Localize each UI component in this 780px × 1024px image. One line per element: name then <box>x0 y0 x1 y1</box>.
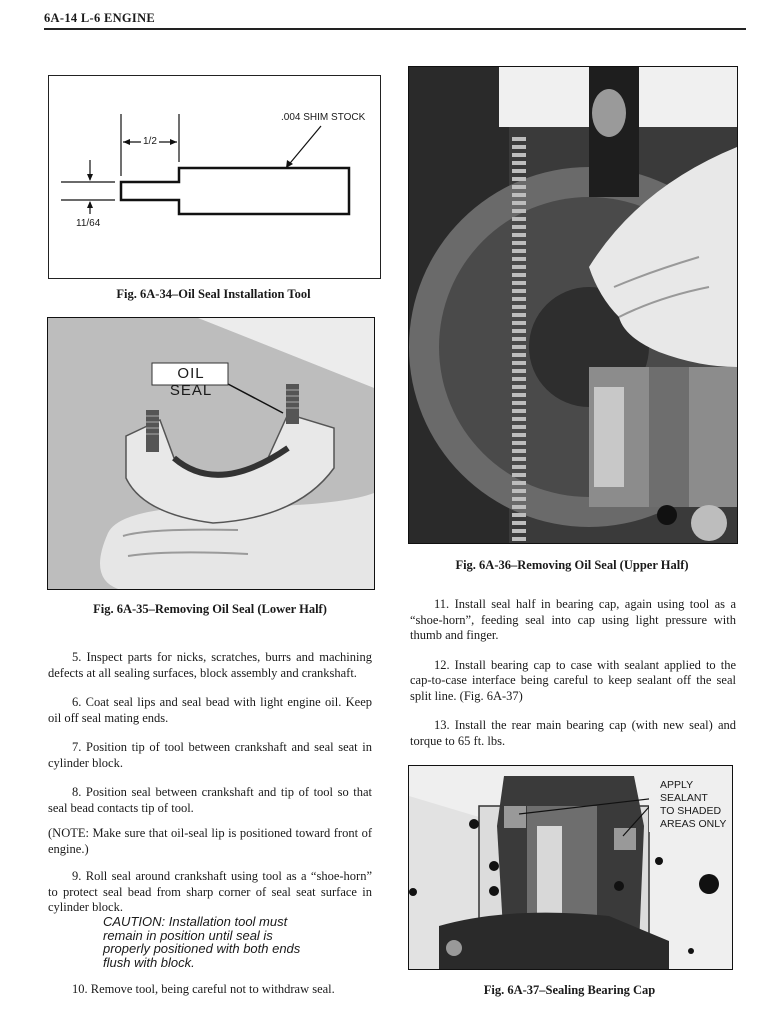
apply-line-4: AREAS ONLY <box>660 818 727 830</box>
oil-seal-label: OIL SEAL <box>169 365 213 399</box>
oil-seal-tool-drawing <box>49 76 380 278</box>
apply-line-3: TO SHADED <box>660 805 722 817</box>
note: (NOTE: Make sure that oil-seal lip is positioned toward front of engine.) <box>48 826 372 856</box>
fig35-caption: Fig. 6A-35–Removing Oil Seal (Lower Half) <box>93 602 327 616</box>
caution-line-2: remain in position until seal is <box>103 927 273 943</box>
step-6: 6. Coat seal lips and seal bead with light engine oil. Keep oil off seal mating ends. <box>48 695 372 725</box>
step-8: 8. Position seal between crankshaft and tip of tool so that seal bead contacts tip of tool. <box>48 785 372 815</box>
caution-line-4: flush with block. <box>103 954 195 970</box>
step-13: 13. Install the rear main bearing cap (with new seal) and torque to 65 ft. lbs. <box>410 718 736 748</box>
fig37-caption: Fig. 6A-37–Sealing Bearing Cap <box>483 983 656 997</box>
right-column <box>410 597 736 749</box>
fig35-photo <box>47 317 375 590</box>
caution-line-1: CAUTION: Installation tool must <box>103 914 288 929</box>
left-column <box>48 650 372 916</box>
step-12: 12. Install bearing cap to case with sealant applied to the cap-to-case interface being careful to keep sealant off the seal split line. (Fig. 6A-37) <box>410 657 736 703</box>
dimension-thickness: 11/64 <box>76 218 101 229</box>
tool-outline <box>121 168 349 214</box>
page-header: 6A-14 L-6 ENGINE <box>44 11 156 25</box>
step-9: 9. Roll seal around crankshaft using tool as a “shoe-horn” to protect seal bead from sharp corner of seal seat surface in cylinder block. <box>48 869 372 914</box>
step-10: 10. Remove tool, being careful not to withdraw seal. <box>72 982 335 996</box>
fig34-diagram <box>48 75 381 279</box>
fig36-photo <box>408 66 738 544</box>
apply-line-2: SEALANT <box>660 792 708 804</box>
apply-sealant-label <box>660 779 726 831</box>
caution-line-3: properly positioned with both ends <box>103 941 301 956</box>
apply-line-1: APPLY <box>660 779 694 791</box>
fig34-caption: Fig. 6A-34–Oil Seal Installation Tool <box>116 287 311 301</box>
header-rule <box>44 28 746 30</box>
step-7: 7. Position tip of tool between crankshaft and seal seat in cylinder block. <box>48 740 372 770</box>
shim-stock-label: .004 SHIM STOCK <box>281 112 366 123</box>
step-11: 11. Install seal half in bearing cap, again using tool as a “shoe-horn”, feeding seal into cap using light pressure with thumb and finger. <box>410 597 736 642</box>
dimension-half-inch: 1/2 <box>143 136 157 147</box>
fig37-photo <box>408 765 733 970</box>
fig36-caption: Fig. 6A-36–Removing Oil Seal (Upper Half) <box>455 558 689 572</box>
caution-note <box>103 915 343 969</box>
step-5: 5. Inspect parts for nicks, scratches, burrs and machining defects at all sealing surfaces, block assembly and crankshaft. <box>48 650 372 680</box>
